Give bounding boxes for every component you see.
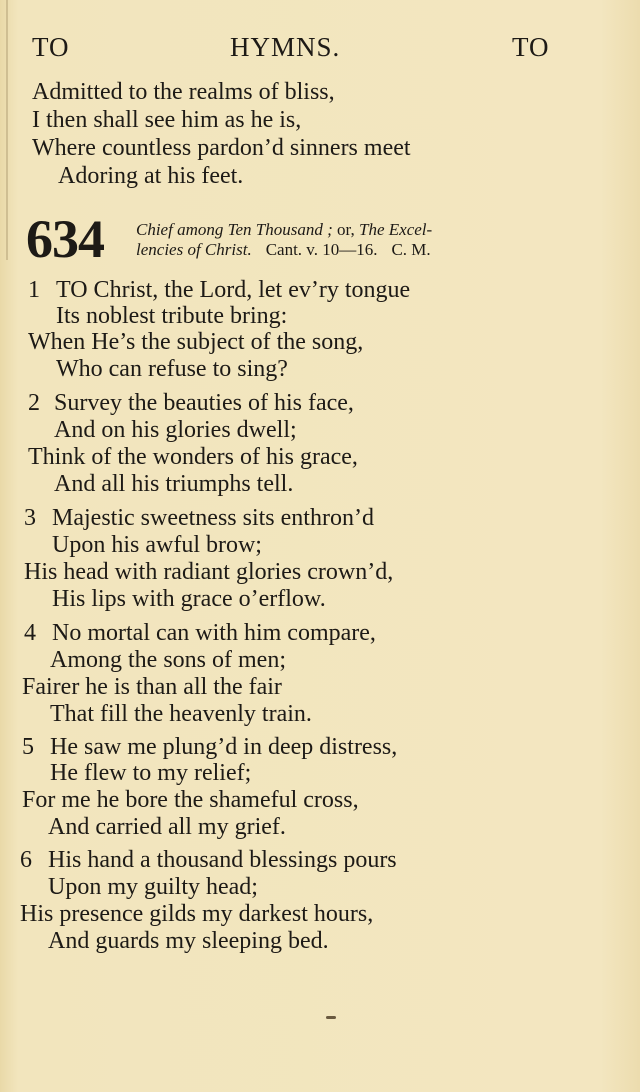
header-center: HYMNS. <box>230 32 341 62</box>
verse-line: Fairer he is than all the fair <box>22 674 282 700</box>
carryover-line: Adoring at his feet. <box>58 163 244 189</box>
verse-line: Think of the wonders of his grace, <box>28 444 358 470</box>
verse-number: 4 <box>24 620 36 646</box>
verse-line: His lips with grace o’erflow. <box>52 586 326 612</box>
verse-number: 5 <box>22 734 34 760</box>
hymn-number: 634 <box>26 209 104 269</box>
hymn-title-part: or, <box>332 220 360 239</box>
verse-line: And all his triumphs tell. <box>54 471 294 497</box>
verse-line: When He’s the subject of the song, <box>28 329 364 355</box>
verse-line: TO Christ, the Lord, let ev’ry tongue <box>56 277 411 303</box>
hymn-title-part: Chief among Ten Thousand ; <box>136 220 333 239</box>
verse-line: He saw me plung’d in deep distress, <box>50 734 398 760</box>
verse-line: His head with radiant glories crown’d, <box>24 559 394 585</box>
hymn-meta <box>136 240 431 260</box>
verse-line: For me he bore the shameful cross, <box>22 787 359 813</box>
verse-line: He flew to my relief; <box>50 760 252 786</box>
verse-line: His hand a thousand blessings pours <box>48 847 397 873</box>
verse-line: Majestic sweetness sits enthron’d <box>52 505 374 531</box>
hymn-metre: C. M. <box>391 240 431 259</box>
carryover-line: I then shall see him as he is, <box>32 107 302 133</box>
hymn-title <box>136 220 556 240</box>
verse-line: Upon his awful brow; <box>52 532 262 558</box>
verse-number: 2 <box>28 390 40 416</box>
verse-number: 1 <box>28 277 40 303</box>
verse-number: 6 <box>20 847 32 873</box>
verse-line: No mortal can with him compare, <box>52 620 376 646</box>
verse-line: And carried all my grief. <box>48 814 286 840</box>
hymn-title-part: lencies of Christ. <box>136 240 252 259</box>
ink-speck <box>326 1016 336 1019</box>
hymn-title-part: The Excel- <box>359 220 433 239</box>
verse-line: Who can refuse to sing? <box>56 356 288 382</box>
verse-number: 3 <box>24 505 36 531</box>
running-header <box>0 32 640 72</box>
verse-line: His presence gilds my darkest hours, <box>20 901 374 927</box>
verse-line: Upon my guilty head; <box>48 874 258 900</box>
verse-line: Survey the beauties of his face, <box>54 390 354 416</box>
header-right: TO <box>512 32 550 62</box>
carryover-line: Admitted to the realms of bliss, <box>32 79 335 105</box>
verse-line: And guards my sleeping bed. <box>48 928 329 954</box>
verse-line: And on his glories dwell; <box>54 417 297 443</box>
verse-line: Among the sons of men; <box>50 647 286 673</box>
scripture-reference: Cant. v. 10—16. <box>265 240 378 259</box>
verse-line: That fill the heavenly train. <box>50 701 312 727</box>
verse-line: Its noblest tribute bring: <box>56 303 288 329</box>
carryover-line: Where countless pardon’d sinners meet <box>32 135 411 161</box>
header-left: TO <box>32 32 70 62</box>
